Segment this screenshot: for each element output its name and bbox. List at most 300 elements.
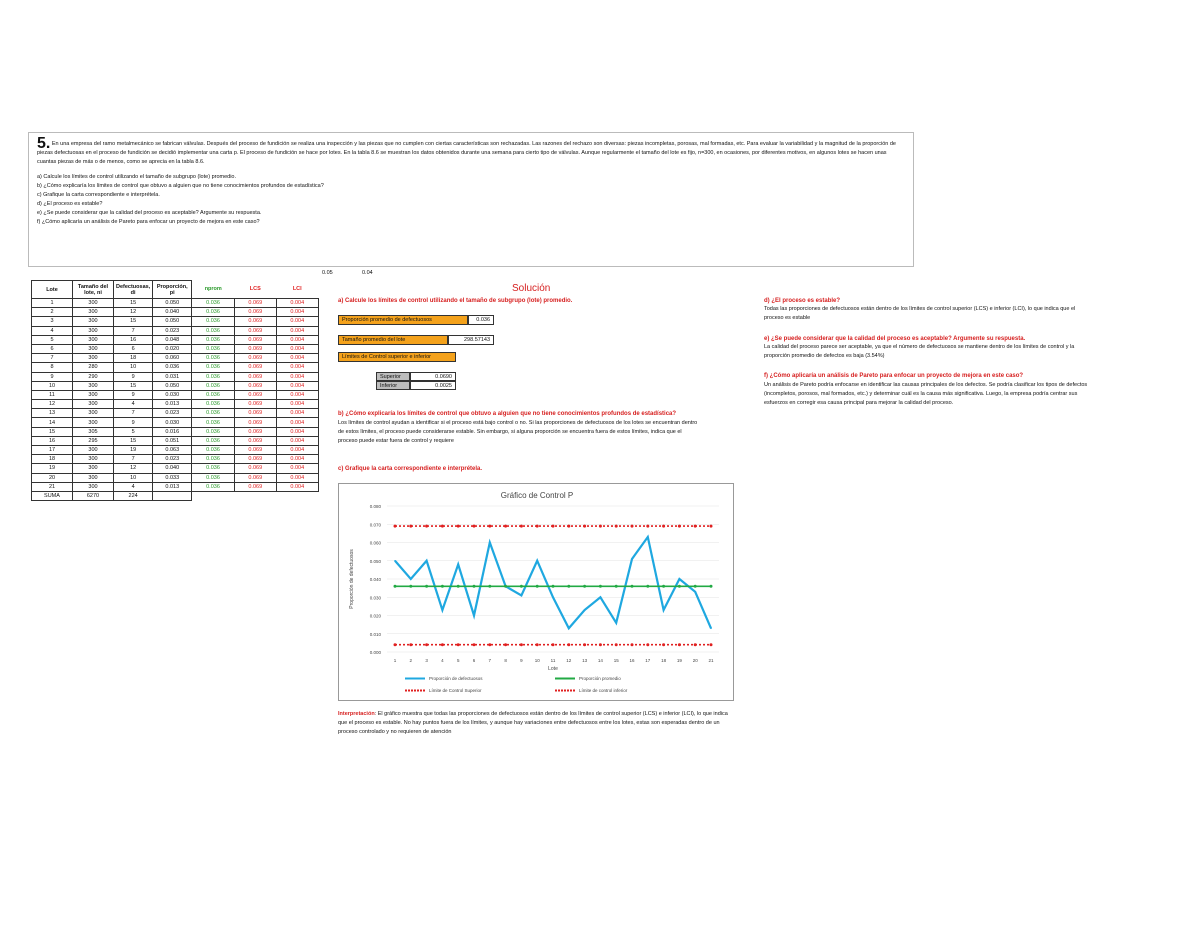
data-point <box>662 525 665 528</box>
data-point <box>663 609 665 611</box>
question-e-heading: e) ¿Se puede considerar que la calidad del proceso es aceptable? Argumente su respuesta. <box>764 336 1026 342</box>
table-cell: 12 <box>32 400 73 409</box>
data-point <box>457 585 460 588</box>
table-cell: 0.069 <box>234 354 276 363</box>
data-point <box>441 585 444 588</box>
upper-limit-value: 0.0690 <box>410 372 456 381</box>
data-point <box>552 596 554 598</box>
table-cell: 0.030 <box>153 418 192 427</box>
solution-title: Solución <box>512 283 551 294</box>
table-cell: 0.069 <box>234 390 276 399</box>
table-cell: 0.004 <box>276 381 318 390</box>
table-cell: 0.013 <box>153 482 192 491</box>
data-point <box>694 591 696 593</box>
question-f-heading: f) ¿Cómo aplicaría un análisis de Pareto para enfocar un proyecto de mejora en este caso? <box>764 373 1024 379</box>
table-cell: 6 <box>114 344 153 353</box>
x-tick-label: 7 <box>488 658 492 663</box>
data-point <box>694 643 697 646</box>
table-cell: 18 <box>114 354 153 363</box>
data-point <box>615 643 618 646</box>
table-row <box>32 372 319 381</box>
table-cell: 0.023 <box>153 455 192 464</box>
table-cell: 18 <box>32 455 73 464</box>
table-cell: 14 <box>32 418 73 427</box>
table-cell: 300 <box>73 482 114 491</box>
table-row <box>32 446 319 455</box>
table-cell: 0.036 <box>192 464 235 473</box>
table-cell: 300 <box>73 473 114 482</box>
control-chart-svg <box>339 484 735 702</box>
table-row <box>32 326 319 335</box>
table-cell: 15 <box>32 427 73 436</box>
x-tick-label: 14 <box>597 658 603 663</box>
table-cell: 0.069 <box>234 473 276 482</box>
data-point <box>710 627 712 629</box>
sum-cell: 6270 <box>73 491 114 500</box>
control-chart <box>338 483 734 701</box>
x-tick-label: 16 <box>629 658 635 663</box>
col-header-size: Tamaño del lote, ni <box>73 281 114 299</box>
table-cell: 0.036 <box>192 317 235 326</box>
table-cell: 10 <box>32 381 73 390</box>
table-cell: 300 <box>73 299 114 308</box>
data-point <box>599 525 602 528</box>
y-tick-label: 0.010 <box>369 631 381 637</box>
y-tick-label: 0.040 <box>369 577 381 582</box>
lower-limit-label: Inferior <box>376 381 410 390</box>
table-cell: 0.004 <box>276 372 318 381</box>
table-cell: 0.036 <box>192 363 235 372</box>
table-cell: 0.069 <box>234 455 276 464</box>
data-point <box>599 585 602 588</box>
data-point <box>536 643 539 646</box>
table-cell: 5 <box>32 335 73 344</box>
table-cell: 0.036 <box>192 381 235 390</box>
lower-limit-value: 0.0025 <box>410 381 456 390</box>
table-cell: 9 <box>114 390 153 399</box>
table-cell: 0.036 <box>192 446 235 455</box>
legend-label: Límite de Control Superior <box>429 688 482 693</box>
x-tick-label: 20 <box>692 658 698 663</box>
table-cell: 19 <box>32 464 73 473</box>
data-point <box>568 627 570 629</box>
interpretation <box>338 710 738 737</box>
table-cell: 0.036 <box>153 363 192 372</box>
x-tick-label: 13 <box>582 658 588 663</box>
table-cell: 0.036 <box>192 455 235 464</box>
table-cell: 0.048 <box>153 335 192 344</box>
table-cell: 0.069 <box>234 400 276 409</box>
problem-text: En una empresa del ramo metalmecánico se fabrican válvulas. Después del proceso de fundición se realiza una inspección y las piezas que no cumplen con ciertas características son rechazadas. Las razones del rechazo son diversas: piezas incompletas, porosas, mal formadas, etc. Para evaluar la variabilidad y la magnitud de la proporción de piezas defectuosas en el proceso de fundición se decidió implementar una carta p. El proceso de fundición se hace por lotes. En la tabla 8.6 se muestran los datos obtenidos durante una semana para cierto tipo de válvulas. Aunque regularmente el tamaño del lote es fijo, n=300, en ocasiones, por diferentes motivos, en algunos lotes se hacen unas cuantas piezas de más o de menos, como se aprecia en la tabla 8.6. <box>37 141 896 165</box>
x-tick-label: 19 <box>676 658 682 663</box>
data-point <box>394 585 397 588</box>
table-cell: 0.069 <box>234 363 276 372</box>
table-cell: 300 <box>73 317 114 326</box>
x-axis-label: Lote <box>548 666 558 672</box>
data-point <box>442 609 444 611</box>
y-axis-label: Proporción de defectuosos <box>349 549 355 609</box>
table-cell: 300 <box>73 381 114 390</box>
table-cell: 300 <box>73 464 114 473</box>
table-cell: 6 <box>32 344 73 353</box>
data-point <box>504 585 507 588</box>
data-point <box>394 560 396 562</box>
y-tick-label: 0.030 <box>369 595 381 601</box>
table-cell: 0.069 <box>234 317 276 326</box>
answer-d: Todas las proporciones de defectuosos están dentro de los límites de control superior (LCS) e inferior (LCI), lo que indica que el proceso es estable <box>764 306 1076 321</box>
table-cell: 0.004 <box>276 473 318 482</box>
table-cell: 1 <box>32 299 73 308</box>
table-cell: 20 <box>32 473 73 482</box>
data-point <box>473 615 475 617</box>
answer-e: La calidad del proceso parece ser aceptable, ya que el número de defectuosos se mantiene dentro de los límites de control y la proporción promedio de defectos es baja (3.54%) <box>764 344 1075 359</box>
data-point <box>552 585 555 588</box>
avg-proportion-value: 0.036 <box>468 315 494 325</box>
top-value-a: 0.05 <box>322 270 333 276</box>
y-tick-label: 0.000 <box>369 650 381 655</box>
data-point <box>600 596 602 598</box>
data-point <box>441 643 444 646</box>
table-row <box>32 418 319 427</box>
problem-statement <box>28 132 914 267</box>
x-tick-label: 17 <box>645 658 651 663</box>
table-cell: 300 <box>73 326 114 335</box>
table-cell: 0.069 <box>234 482 276 491</box>
table-row <box>32 482 319 491</box>
data-point <box>567 525 570 528</box>
table-row <box>32 400 319 409</box>
data-point <box>520 525 523 528</box>
table-cell: 12 <box>114 308 153 317</box>
question-a: a) Calcule los límites de control utilizando el tamaño de subgrupo (lote) promedio. <box>37 174 237 180</box>
table-row <box>32 464 319 473</box>
table-cell: 0.031 <box>153 372 192 381</box>
data-point <box>489 542 491 544</box>
answer-f: Un análisis de Pareto podría enfocarse en identificar las causas principales de los defectos. Se podría clasificar los tipos de defectos (incompletos, porosos, mal formados, etc.) y determinar cuál es la causa más significativa. Luego, la empresa podría centrar sus esfuerzos en corregir esa causa principal para mejorar la calidad del proceso. <box>764 382 1088 406</box>
x-tick-label: 9 <box>520 658 523 663</box>
data-point <box>488 525 491 528</box>
col-header-lote: Lote <box>32 281 73 299</box>
data-point <box>409 643 412 646</box>
table-row <box>32 308 319 317</box>
data-point <box>710 525 713 528</box>
table-cell: 10 <box>114 363 153 372</box>
data-point <box>662 643 665 646</box>
table-row <box>32 354 319 363</box>
data-point <box>425 585 428 588</box>
table-cell: 9 <box>114 372 153 381</box>
table-cell: 0.069 <box>234 308 276 317</box>
data-point <box>646 525 649 528</box>
interpretation-text: : El gráfico muestra que todas las proporciones de defectuosos están dentro de los límites de control superior (LCS) e inferior (LCI), lo que indica que el proceso es estable. No hay puntos fuera de los límites, y aunque hay variaciones entre defectuosos entre los lotes, estas son esperadas dentro de un proceso controlado y no requieren de atención <box>338 711 728 735</box>
data-point <box>583 525 586 528</box>
table-cell: 12 <box>114 464 153 473</box>
data-point <box>536 560 538 562</box>
data-point <box>520 585 523 588</box>
table-cell: 0.033 <box>153 473 192 482</box>
data-point <box>504 643 507 646</box>
table-cell: 0.050 <box>153 381 192 390</box>
data-point <box>394 643 397 646</box>
table-cell: 0.030 <box>153 390 192 399</box>
data-point <box>678 643 681 646</box>
table-cell: 7 <box>32 354 73 363</box>
table-cell: 0.063 <box>153 446 192 455</box>
table-cell: 11 <box>32 390 73 399</box>
data-point <box>425 643 428 646</box>
data-point <box>536 585 539 588</box>
table-cell: 0.004 <box>276 455 318 464</box>
table-cell: 0.036 <box>192 473 235 482</box>
table-cell: 0.023 <box>153 409 192 418</box>
question-c-heading: c) Grafique la carta correspondiente e interprétela. <box>338 466 483 472</box>
x-tick-label: 2 <box>409 658 413 663</box>
avg-size-value: 298.57143 <box>448 335 494 345</box>
data-point <box>584 609 586 611</box>
table-cell: 0.004 <box>276 344 318 353</box>
table-cell: 0.069 <box>234 427 276 436</box>
table-cell: 0.069 <box>234 299 276 308</box>
data-point <box>694 525 697 528</box>
question-c: c) Grafique la carta correspondiente e interprétela. <box>37 192 160 198</box>
data-point <box>678 585 681 588</box>
table-cell: 8 <box>32 363 73 372</box>
table-cell: 19 <box>114 446 153 455</box>
data-point <box>457 564 459 566</box>
data-point <box>409 585 412 588</box>
table-cell: 0.060 <box>153 354 192 363</box>
data-point <box>552 643 555 646</box>
table-cell: 15 <box>114 299 153 308</box>
table-cell: 0.051 <box>153 436 192 445</box>
data-point <box>615 525 618 528</box>
y-tick-label: 0.050 <box>369 558 381 564</box>
sum-cell: 224 <box>114 491 153 500</box>
x-tick-label: 18 <box>661 658 667 663</box>
col-header-defects: Defectuosas, di <box>114 281 153 299</box>
table-cell: 10 <box>114 473 153 482</box>
table-cell: 0.004 <box>276 436 318 445</box>
data-point <box>679 578 681 580</box>
data-point <box>646 585 649 588</box>
table-cell: 0.036 <box>192 400 235 409</box>
table-cell: 0.036 <box>192 326 235 335</box>
data-point <box>615 585 618 588</box>
table-cell: 0.004 <box>276 299 318 308</box>
data-point <box>710 585 713 588</box>
question-b: b) ¿Cómo explicaría los límites de control que obtuvo a alguien que no tiene conocimientos profundos de estadística? <box>37 183 324 189</box>
table-cell: 0.050 <box>153 317 192 326</box>
table-cell: 0.036 <box>192 482 235 491</box>
answer-b: Los límites de control ayudan a identificar si el proceso está bajo control o no. Si las proporciones de defectuosos de los lotes se encuentran dentro de estos límites, el proceso puede considerarse estable. Sin embargo, si alguna proporción se encuentra fuera de estos límites, indica que el proceso puede estar fuera de control y requiere <box>338 420 698 444</box>
y-tick-label: 0.020 <box>369 613 381 619</box>
table-cell: 0.069 <box>234 372 276 381</box>
table-cell: 0.036 <box>192 372 235 381</box>
data-point <box>646 643 649 646</box>
table-cell: 2 <box>32 308 73 317</box>
table-row <box>32 381 319 390</box>
data-point <box>631 558 633 560</box>
data-point <box>662 585 665 588</box>
data-point <box>710 643 713 646</box>
table-row <box>32 473 319 482</box>
table-cell: 7 <box>114 409 153 418</box>
table-cell: 5 <box>114 427 153 436</box>
data-point <box>457 525 460 528</box>
table-row <box>32 390 319 399</box>
table-cell: 0.069 <box>234 326 276 335</box>
question-d-heading: d) ¿El proceso es estable? <box>764 298 841 304</box>
data-point <box>425 525 428 528</box>
data-point <box>488 585 491 588</box>
legend-label: Proporción promedio <box>579 676 621 681</box>
interpretation-label: Interpretación <box>338 711 375 717</box>
table-cell: 0.036 <box>192 299 235 308</box>
table-cell: 300 <box>73 344 114 353</box>
data-point <box>583 643 586 646</box>
table-cell: 0.036 <box>192 390 235 399</box>
table-cell: 0.069 <box>234 446 276 455</box>
y-tick-label: 0.060 <box>369 540 381 546</box>
data-point <box>536 525 539 528</box>
table-row <box>32 344 319 353</box>
sum-row <box>32 491 319 500</box>
table-cell: 0.004 <box>276 446 318 455</box>
data-point <box>520 643 523 646</box>
table-cell: 0.036 <box>192 436 235 445</box>
data-point <box>631 525 634 528</box>
table-cell: 300 <box>73 455 114 464</box>
x-tick-label: 11 <box>550 658 556 663</box>
table-cell: 300 <box>73 446 114 455</box>
table-cell: 290 <box>73 372 114 381</box>
data-point <box>426 560 428 562</box>
data-point <box>473 525 476 528</box>
table-cell: 0.004 <box>276 427 318 436</box>
col-header-lcs: LCS <box>249 286 261 293</box>
x-tick-label: 12 <box>566 658 572 663</box>
table-cell: 15 <box>114 381 153 390</box>
table-row <box>32 317 319 326</box>
table-cell: 0.004 <box>276 390 318 399</box>
data-point <box>552 525 555 528</box>
table-cell: 16 <box>32 436 73 445</box>
table-row <box>32 436 319 445</box>
table-cell: 300 <box>73 354 114 363</box>
table-cell: 9 <box>114 418 153 427</box>
table-cell: 0.016 <box>153 427 192 436</box>
data-point <box>504 525 507 528</box>
table-cell: 0.036 <box>192 308 235 317</box>
table-cell: 0.040 <box>153 308 192 317</box>
data-table <box>31 280 319 501</box>
table-cell: 0.004 <box>276 464 318 473</box>
table-row <box>32 335 319 344</box>
table-cell: 15 <box>114 317 153 326</box>
upper-limit-label: Superior <box>376 372 410 381</box>
table-cell: 0.069 <box>234 418 276 427</box>
question-f: f) ¿Cómo aplicaría un análisis de Pareto para enfocar un proyecto de mejora en este caso? <box>37 219 260 225</box>
data-point <box>599 643 602 646</box>
x-tick-label: 4 <box>441 658 444 663</box>
table-cell: 0.004 <box>276 317 318 326</box>
limits-label: Límites de Control superior e inferior <box>338 352 456 362</box>
table-cell: 15 <box>114 436 153 445</box>
table-cell: 300 <box>73 308 114 317</box>
table-cell: 300 <box>73 418 114 427</box>
table-cell: 0.036 <box>192 409 235 418</box>
table-cell: 0.040 <box>153 464 192 473</box>
table-cell: 0.004 <box>276 354 318 363</box>
data-point <box>631 585 634 588</box>
table-cell: 21 <box>32 482 73 491</box>
table-row <box>32 363 319 372</box>
table-cell: 0.004 <box>276 418 318 427</box>
question-b-heading: b) ¿Cómo explicaría los límites de control que obtuvo a alguien que no tiene conocimientos profundos de estadística? <box>338 411 677 417</box>
x-tick-label: 21 <box>708 658 714 663</box>
x-tick-label: 5 <box>456 658 460 663</box>
data-point <box>583 585 586 588</box>
table-cell: 0.050 <box>153 299 192 308</box>
sum-cell: SUMA <box>32 491 73 500</box>
table-cell: 0.036 <box>192 427 235 436</box>
legend-label: Proporción de defectuosos <box>429 676 483 681</box>
table-cell: 0.036 <box>192 354 235 363</box>
table-row <box>32 409 319 418</box>
table-cell: 0.004 <box>276 326 318 335</box>
table-cell: 13 <box>32 409 73 418</box>
table-cell: 0.069 <box>234 464 276 473</box>
data-point <box>457 643 460 646</box>
table-cell: 0.023 <box>153 326 192 335</box>
y-tick-label: 0.080 <box>369 504 381 509</box>
x-tick-label: 6 <box>472 658 476 663</box>
table-cell: 295 <box>73 436 114 445</box>
chart-title: Gráfico de Control P <box>500 491 574 500</box>
table-cell: 0.004 <box>276 409 318 418</box>
data-point <box>394 525 397 528</box>
table-cell: 0.069 <box>234 436 276 445</box>
table-cell: 0.004 <box>276 363 318 372</box>
table-cell: 9 <box>32 372 73 381</box>
table-cell: 280 <box>73 363 114 372</box>
question-d: d) ¿El proceso es estable? <box>37 201 103 207</box>
data-point <box>647 536 649 538</box>
x-tick-label: 15 <box>613 658 619 663</box>
col-header-lci: LCI <box>292 286 302 293</box>
table-cell: 300 <box>73 335 114 344</box>
table-cell: 7 <box>114 326 153 335</box>
x-tick-label: 10 <box>534 658 540 663</box>
table-cell: 300 <box>73 400 114 409</box>
data-point <box>441 525 444 528</box>
data-point <box>488 643 491 646</box>
table-cell: 0.069 <box>234 381 276 390</box>
sum-cell <box>153 491 192 500</box>
table-cell: 0.069 <box>234 344 276 353</box>
legend-label: Límite de control inferior <box>579 688 628 693</box>
table-cell: 16 <box>114 335 153 344</box>
table-cell: 305 <box>73 427 114 436</box>
table-cell: 0.020 <box>153 344 192 353</box>
series-line <box>395 537 711 628</box>
data-point <box>473 585 476 588</box>
x-tick-label: 8 <box>504 658 507 663</box>
x-tick-label: 3 <box>425 658 428 663</box>
data-point <box>521 595 523 597</box>
table-row <box>32 455 319 464</box>
table-cell: 3 <box>32 317 73 326</box>
